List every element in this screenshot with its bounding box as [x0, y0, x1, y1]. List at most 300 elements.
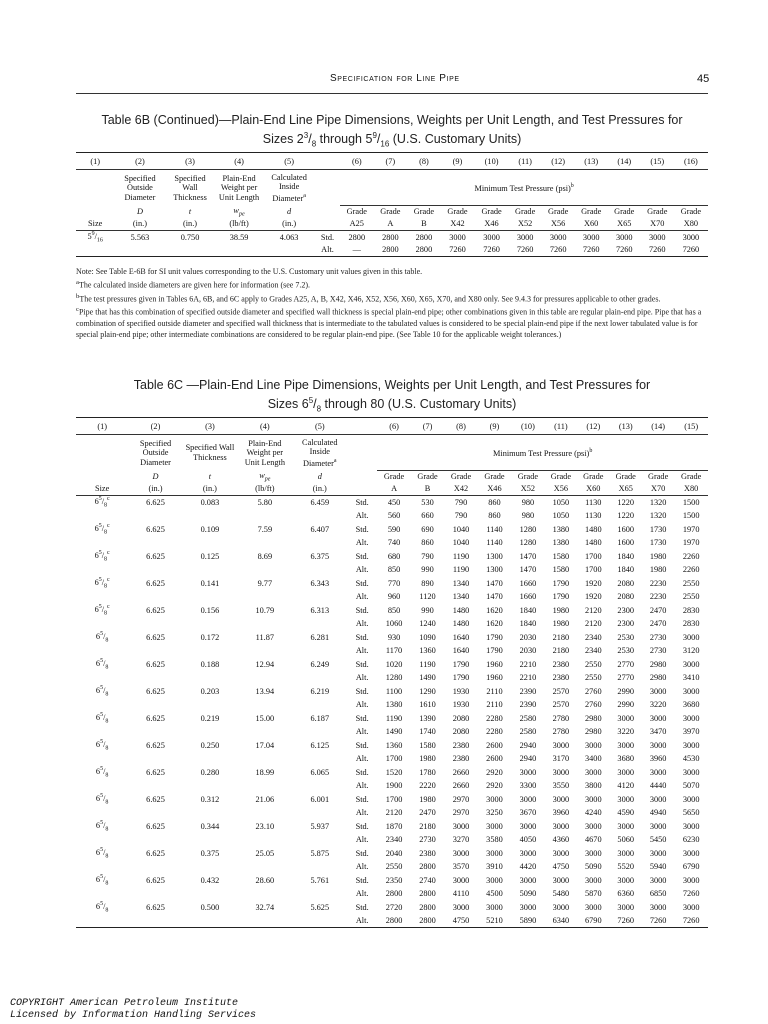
weight-per-length: 11.87 [255, 632, 275, 642]
test-pressure-value: 3000 [649, 875, 667, 885]
test-pressure-value: 7260 [608, 244, 641, 257]
test-pressure-value: 1580 [552, 565, 570, 575]
size-fraction-denominator: 8 [105, 691, 109, 698]
column-number: (14) [608, 153, 641, 170]
blank-cell [76, 860, 128, 874]
test-pressure-value: 2780 [552, 727, 570, 737]
test-pressure-value: 790 [454, 498, 468, 507]
test-pressure-value: 3000 [648, 232, 666, 242]
caption-text: Sizes 6 [267, 397, 309, 412]
test-pressure-value: 2280 [486, 727, 503, 737]
test-pressure-value: 1190 [452, 565, 470, 575]
table-row [76, 617, 708, 631]
test-pressure-value: 3000 [452, 821, 470, 831]
test-pressure-value: 2980 [649, 673, 667, 683]
test-pressure-value: 990 [421, 565, 434, 575]
weight-per-length: 10.79 [255, 605, 275, 615]
symbol-subscript: pe [238, 211, 245, 218]
blank-cell [128, 509, 182, 523]
pressure-kind: Alt. [355, 808, 369, 818]
test-pressure-value: 2470 [649, 605, 667, 615]
outside-diameter: 6.625 [146, 713, 165, 723]
test-pressure-value: 2800 [419, 902, 436, 912]
test-pressure-value: 2830 [682, 605, 700, 615]
note-general: Note: See Table E-6B for SI unit values corresponding to the U.S. Customary unit values given in this table. [76, 267, 423, 276]
weight-per-length: 32.74 [255, 902, 275, 912]
test-pressure-value: 980 [521, 511, 535, 521]
test-pressure-value: 2380 [552, 659, 570, 669]
blank-cell [293, 590, 347, 604]
column-number: (7) [411, 418, 444, 435]
table-row [76, 244, 708, 257]
test-pressure-value: 1930 [452, 700, 470, 710]
blank-cell [128, 563, 182, 577]
column-number: (16) [674, 153, 708, 170]
weight-per-length: 13.94 [255, 686, 275, 696]
blank-cell [237, 752, 292, 766]
test-pressure-value: 3000 [615, 232, 633, 242]
table-row [76, 590, 708, 604]
test-pressure-value: 1840 [519, 619, 537, 629]
blank-cell [76, 590, 128, 604]
outside-diameter: 6.625 [146, 551, 165, 561]
test-pressure-value: 2660 [452, 767, 470, 777]
inside-diameter: 6.249 [310, 659, 330, 669]
grade-name: X46 [475, 218, 509, 231]
test-pressure-value: 7260 [440, 244, 474, 257]
inside-diameter: 5.937 [310, 821, 330, 831]
size-fraction-numerator: 9 [91, 231, 95, 238]
table-6b-caption-line2: Sizes $2^3/_8$ through $5^9/_{16}$ (U.S. Customary Units) [262, 131, 522, 149]
test-pressure-value: 3800 [585, 781, 602, 791]
blank-cell [215, 244, 264, 257]
test-pressure-value: 3000 [682, 659, 700, 669]
wall-thickness: 0.750 [180, 232, 200, 242]
copyright-footer [10, 998, 256, 1022]
size-cell: $6^5/_8$ [95, 847, 109, 860]
test-pressure-value: 1290 [419, 686, 436, 696]
size-fraction-denominator: 8 [105, 826, 109, 833]
pressure-kind: Alt. [355, 511, 369, 521]
blank-cell [183, 833, 237, 847]
pressure-kind: Alt. [355, 700, 369, 710]
test-pressure-value: 1470 [486, 578, 503, 588]
test-pressure-value: 5070 [682, 781, 700, 791]
grade-word: Grade [346, 207, 367, 217]
test-pressure-value: 3000 [649, 821, 667, 831]
blank-cell [293, 644, 347, 658]
test-pressure-value: 2210 [519, 659, 537, 669]
test-pressure-value: 1470 [486, 592, 503, 602]
test-pressure-value: 1580 [552, 551, 570, 561]
grade-name: X80 [674, 218, 708, 231]
blank-cell [293, 914, 347, 928]
blank-cell [237, 725, 292, 739]
test-pressure-value: 4500 [486, 889, 503, 899]
note-marker: a [76, 279, 79, 286]
test-pressure-value: 2570 [552, 700, 570, 710]
test-pressure-value: 6850 [649, 889, 667, 899]
test-pressure-value: 1490 [385, 727, 403, 737]
grade-word: Grade [583, 472, 604, 482]
size-fraction-numerator: 5 [100, 793, 104, 800]
test-pressure-value: 790 [421, 551, 434, 561]
blank-cell [183, 779, 237, 793]
grade-word: Grade [515, 207, 536, 217]
blank-cell [76, 170, 114, 206]
note-text: Pipe that has this combination of specified outside diameter and specified wall thickness is special plain-end pipe; other combinations given in this table are regular plain-end pipe. Pipe that has a combination of specified outside diameter and specified wall thickness that is intermediate to the tabulated values is considered to be special plain-end pipe if the next lower tabulated value is for special plain-end pipe; other intermediate combinations are considered to be regular plain-end pipe. (See Table 10 for the applicable weight tolerances.) [76, 307, 702, 339]
blank-cell [293, 509, 347, 523]
test-pressure-value: 980 [521, 498, 535, 507]
test-pressure-value: 2760 [585, 686, 602, 696]
wall-thickness: 0.312 [200, 794, 220, 804]
pressure-kind: Std. [355, 794, 369, 804]
outside-diameter: 6.625 [146, 605, 165, 615]
test-pressure-value: 2550 [585, 673, 602, 683]
test-pressure-value: 5090 [585, 862, 602, 872]
test-pressure-value: 3000 [582, 232, 600, 242]
test-pressure-value: 7260 [642, 914, 674, 928]
wall-thickness: 0.203 [200, 686, 220, 696]
weight-per-length: 15.00 [255, 713, 275, 723]
grade-name: A [373, 218, 407, 231]
table-row [76, 820, 708, 834]
test-pressure-value: 890 [421, 578, 434, 588]
caption-text: Sizes 2 [262, 132, 304, 147]
test-pressure-value: 1980 [419, 794, 436, 804]
table-row [76, 496, 708, 510]
test-pressure-value: 3000 [519, 902, 537, 912]
column-symbol [183, 471, 237, 483]
blank-cell [237, 671, 292, 685]
test-pressure-value: 3000 [682, 740, 700, 750]
size-fraction-denominator: 8 [105, 664, 109, 671]
test-pressure-value: 3000 [617, 740, 635, 750]
test-pressure-value: 1730 [649, 538, 667, 548]
test-pressure-value: 1320 [649, 498, 667, 507]
column-unit: (in.) [293, 483, 347, 496]
table-row [76, 874, 708, 888]
inside-diameter: 6.125 [310, 740, 330, 750]
test-pressure-value: 2990 [617, 700, 635, 710]
mtp-note-marker: b [570, 182, 574, 189]
table-6b-caption-line1: Table 6B (Continued)—Plain-End Line Pipe Dimensions, Weights per Unit Length, and Test Pressures for [101, 113, 683, 127]
test-pressure-value: 2080 [452, 713, 470, 723]
test-pressure-value: 2800 [348, 232, 366, 242]
grade-name: A25 [340, 218, 373, 231]
blank-cell [128, 725, 182, 739]
table-row [76, 698, 708, 712]
test-pressure-value: 4590 [617, 808, 635, 818]
test-pressure-value: 2730 [419, 835, 436, 845]
wall-thickness: 0.219 [200, 713, 220, 723]
blank-cell [293, 725, 347, 739]
test-pressure-value: 2830 [682, 619, 700, 629]
blank-cell [76, 644, 128, 658]
test-pressure-value: 4440 [649, 781, 667, 791]
special-pipe-marker: c [107, 496, 110, 503]
wall-thickness: 0.500 [200, 902, 220, 912]
grade-word: Grade [581, 207, 602, 217]
pressure-kind: Std. [355, 551, 369, 561]
blank-cell [347, 471, 377, 483]
test-pressure-value: 1240 [419, 619, 436, 629]
wall-thickness: 0.125 [200, 551, 220, 561]
test-pressure-value: 3250 [486, 808, 503, 818]
table-row [76, 671, 708, 685]
caption-text: through 5 [316, 132, 373, 147]
inside-diameter: 6.219 [310, 686, 330, 696]
grade-name: X46 [478, 483, 511, 496]
blank-cell [293, 536, 347, 550]
test-pressure-value: 2980 [585, 727, 602, 737]
test-pressure-value: 2300 [617, 619, 635, 629]
blank-cell [128, 671, 182, 685]
column-unit: (in.) [166, 218, 215, 231]
special-pipe-marker: c [107, 577, 110, 584]
test-pressure-value: 1790 [486, 632, 503, 642]
blank-cell [128, 536, 182, 550]
test-pressure-value: 3000 [682, 794, 700, 804]
test-pressure-value: 6230 [682, 835, 700, 845]
test-pressure-value: 790 [454, 511, 468, 521]
blank-cell [76, 206, 114, 218]
table-row [76, 509, 708, 523]
size-fraction-numerator: 5 [100, 766, 104, 773]
heading-text: Specified Wall Thickness [173, 173, 207, 202]
test-pressure-value: 1130 [585, 498, 602, 507]
test-pressure-value: 2260 [682, 551, 700, 561]
size-fraction-numerator: 5 [100, 658, 104, 665]
test-pressure-value: 1360 [385, 740, 403, 750]
test-pressure-value: 1970 [682, 538, 700, 548]
test-pressure-value: 450 [387, 498, 401, 507]
blank-cell [76, 779, 128, 793]
inside-diameter: 6.281 [310, 632, 330, 642]
license-line: Licensed by Information Handling Services [10, 1010, 257, 1021]
test-pressure-value: 3000 [649, 848, 667, 858]
test-pressure-value: 3000 [585, 848, 602, 858]
pressure-kind: Alt. [355, 862, 369, 872]
grade-name: X60 [577, 483, 609, 496]
test-pressure-value: 3680 [682, 700, 700, 710]
heading-note-marker: a [333, 457, 337, 464]
test-pressure-value: 1980 [552, 619, 570, 629]
column-number: (10) [511, 418, 544, 435]
weight-per-length: 9.77 [257, 578, 273, 588]
test-pressure-value: 2920 [486, 781, 503, 791]
blank-cell [183, 590, 237, 604]
outside-diameter: 6.625 [146, 498, 165, 507]
test-pressure-value: 3000 [682, 232, 700, 242]
fraction-numerator: 5 [308, 396, 314, 405]
test-pressure-value: 2180 [552, 646, 570, 656]
pressure-kind: Std. [355, 632, 369, 642]
heading-text: Specified Wall Thickness [185, 443, 235, 462]
size-fraction-numerator: 5 [100, 874, 104, 881]
test-pressure-value: 3000 [449, 232, 466, 242]
wall-thickness: 0.375 [200, 848, 220, 858]
blank-cell [76, 244, 114, 257]
blank-cell [237, 860, 292, 874]
size-cell: $6^5/_8$ [95, 766, 109, 779]
test-pressure-value: 2570 [552, 686, 570, 696]
test-pressure-value: 3220 [617, 727, 635, 737]
test-pressure-value: 990 [421, 605, 434, 615]
test-pressure-value: 5480 [552, 889, 570, 899]
unit-row [76, 218, 708, 231]
pressure-kind: Alt. [355, 673, 369, 683]
pressure-kind: Alt. [355, 538, 369, 548]
blank-cell [264, 244, 315, 257]
test-pressure-value: 3970 [682, 727, 700, 737]
test-pressure-value: 3000 [682, 767, 700, 777]
blank-cell [183, 563, 237, 577]
test-pressure-value: 2530 [617, 632, 635, 642]
test-pressure-value: 3000 [682, 821, 700, 831]
test-pressure-value: 3000 [682, 713, 700, 723]
size-fraction-numerator: 5 [100, 820, 104, 827]
table-row [76, 658, 708, 672]
size-fraction-denominator: 8 [104, 610, 108, 617]
test-pressure-value: 2800 [419, 889, 436, 899]
test-pressure-value: 1390 [419, 713, 436, 723]
inside-diameter: 6.187 [310, 713, 330, 723]
blank-cell [183, 806, 237, 820]
wall-thickness: 0.156 [200, 605, 220, 615]
test-pressure-value: 1320 [649, 511, 667, 521]
test-pressure-value: 1220 [617, 511, 635, 521]
grade-name: X60 [575, 218, 608, 231]
test-pressure-value: 2120 [585, 619, 602, 629]
column-unit: (in.) [128, 483, 182, 496]
test-pressure-value: 1190 [452, 551, 470, 561]
test-pressure-value: 3170 [552, 754, 570, 764]
test-pressure-value: 2550 [682, 578, 700, 588]
test-pressure-value: 3000 [519, 848, 537, 858]
grade-word: Grade [417, 472, 438, 482]
pressure-kind: Std. [355, 498, 369, 507]
size-fraction-numerator: 5 [98, 550, 102, 557]
test-pressure-value: 3000 [585, 902, 602, 912]
blank-cell [293, 698, 347, 712]
test-pressure-value: 1470 [519, 565, 537, 575]
test-pressure-value: 680 [387, 551, 401, 561]
table-row [76, 779, 708, 793]
test-pressure-value: 1280 [385, 673, 403, 683]
test-pressure-value: 1980 [419, 754, 436, 764]
grade-word: Grade [615, 472, 636, 482]
test-pressure-value: 3670 [519, 808, 537, 818]
test-pressure-value: 2980 [649, 659, 667, 669]
test-pressure-value: 4120 [617, 781, 635, 791]
column-number: (7) [373, 153, 407, 170]
outside-diameter: 6.625 [146, 524, 165, 534]
wall-thickness: 0.083 [200, 498, 220, 507]
grade-word: Grade [681, 472, 702, 482]
test-pressure-value: 1490 [419, 673, 436, 683]
test-pressure-value: 4420 [519, 862, 537, 872]
grade-word: Grade [548, 207, 569, 217]
test-pressure-value: 3000 [483, 232, 500, 242]
test-pressure-value: 3000 [452, 875, 470, 885]
inside-diameter: 6.313 [310, 605, 330, 615]
size-heading: Size [76, 483, 128, 496]
test-pressure-value: 1380 [552, 524, 570, 534]
test-pressure-value: 3000 [552, 767, 570, 777]
table-row [76, 860, 708, 874]
note-b [76, 291, 708, 305]
column-number: (15) [641, 153, 674, 170]
test-pressure-value: 3410 [682, 673, 700, 683]
column-number: (4) [215, 153, 264, 170]
test-pressure-value: 2180 [419, 821, 436, 831]
test-pressure-value: 3000 [585, 821, 602, 831]
blank-cell [293, 671, 347, 685]
test-pressure-value: 7260 [682, 889, 700, 899]
size-fraction-denominator: 8 [105, 718, 109, 725]
test-pressure-value: 5940 [649, 862, 667, 872]
weight-per-length: 8.69 [257, 551, 273, 561]
test-pressure-value: 2030 [519, 632, 537, 642]
column-heading [114, 170, 165, 206]
symbol-text: w [233, 205, 239, 215]
test-pressure-value: 3000 [486, 821, 503, 831]
test-pressure-value: 2470 [649, 619, 667, 629]
test-pressure-value: 2080 [617, 578, 635, 588]
size-cell: $6^5/_8$ [95, 658, 109, 671]
pressure-kind: Std. [355, 821, 369, 831]
pressure-kind: Std. [320, 232, 335, 242]
blank-cell [128, 779, 182, 793]
test-pressure-value: 3270 [452, 835, 470, 845]
test-pressure-value: 3000 [649, 767, 667, 777]
test-pressure-value: 6360 [617, 889, 635, 899]
test-pressure-value: 1280 [519, 538, 537, 548]
pressure-kind: Std. [355, 875, 369, 885]
column-unit: (in.) [183, 483, 237, 496]
note-c [76, 304, 708, 340]
column-unit: (lb/ft) [215, 218, 264, 231]
symbol-text: D [136, 207, 143, 216]
test-pressure-value: 2580 [519, 727, 537, 737]
table-row [76, 550, 708, 564]
outside-diameter: 6.625 [146, 902, 165, 912]
test-pressure-value: 3000 [617, 821, 635, 831]
fraction-numerator: 9 [372, 131, 377, 140]
test-pressure-value: 3000 [649, 740, 667, 750]
size-fraction-numerator: 5 [98, 604, 102, 611]
outside-diameter: 6.625 [146, 632, 165, 642]
blank-cell [128, 590, 182, 604]
pressure-kind: Alt. [355, 835, 369, 845]
test-pressure-value: 1970 [682, 524, 700, 534]
blank-cell [347, 418, 377, 435]
size-fraction-denominator: 8 [104, 556, 108, 563]
test-pressure-value: 2800 [382, 232, 399, 242]
grade-name: X52 [509, 218, 542, 231]
heading-note-marker: a [303, 192, 306, 199]
test-pressure-value: 4750 [552, 862, 570, 872]
test-pressure-value: 1480 [585, 524, 602, 534]
test-pressure-value: 2800 [407, 244, 440, 257]
grade-name: X65 [610, 483, 642, 496]
table-row [76, 847, 708, 861]
blank-cell [315, 206, 341, 218]
mtp-label: Minimum Test Pressure (psi) [493, 448, 590, 458]
test-pressure-value: 1980 [552, 605, 570, 615]
size-fraction-denominator: 8 [105, 772, 109, 779]
